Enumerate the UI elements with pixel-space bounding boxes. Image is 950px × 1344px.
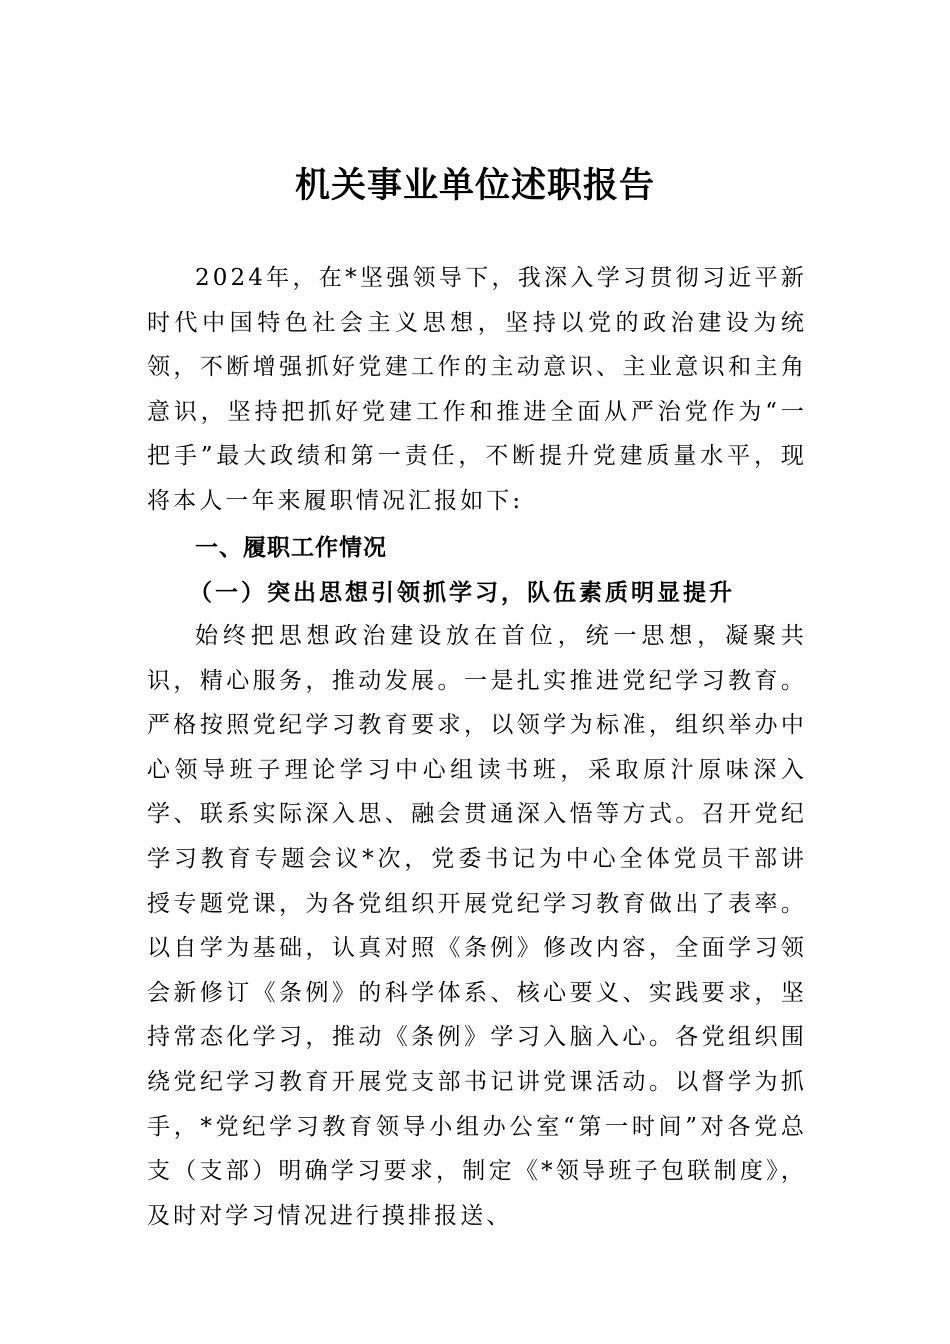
body-paragraph: 始终把思想政治建设放在首位，统一思想，凝聚共识，精心服务，推动发展。一是扎实推进党纪学习教育。严格按照党纪学习教育要求，以领学为标准，组织举办中心领导班子理论学习中心组读书班，采取原汁原味深入学、联系实际深入思、融会贯通深入悟等方式。召开党纪学习教育专题会议*次，党委书记为中心全体党员干部讲授专题党课，为各党组织开展党纪学习教育做出了表率。以自学为基础，认真对照《条例》修改内容，全面学习领会新修订《条例》的科学体系、核心要义、实践要求，坚持常态化学习，推动《条例》学习入脑入心。各党组织围绕党纪学习教育开展党支部书记讲党课活动。以督学为抓手，*党纪学习教育领导小组办公室“第一时间”对各党总支（支部）明确学习要求，制定《*领导班子包联制度》，及时对学习情况进行摸排报送、 — [147, 623, 807, 1229]
document-title: 机关事业单位述职报告 — [294, 165, 655, 206]
intro-paragraph: 2024年，在*坚强领导下，我深入学习贯彻习近平新时代中国特色社会主义思想，坚持以党的政治建设为统领，不断增强抓好党建工作的主动意识、主业意识和主角意识，坚持把抓好党建工作和推进全面从严治党作为“一把手”最大政绩和第一责任，不断提升党建质量水平，现将本人一年来履职情况汇报如下: — [147, 265, 807, 514]
subsection-heading: （一）突出思想引领抓学习，队伍素质明显提升 — [189, 579, 735, 606]
section-heading: 一、履职工作情况 — [195, 535, 387, 561]
